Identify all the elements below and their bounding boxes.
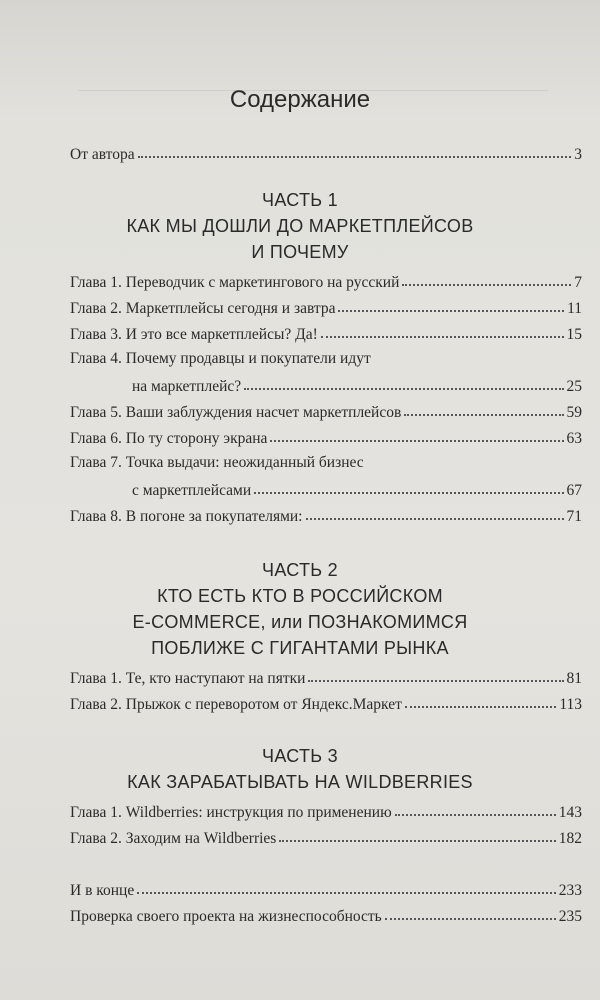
dot-leader bbox=[254, 477, 563, 494]
dot-leader bbox=[385, 903, 556, 920]
toc-entry-page: 113 bbox=[559, 696, 582, 713]
toc-entry-foreword[interactable] bbox=[70, 142, 582, 164]
toc-entry-label: Проверка своего проекта на жизнеспособность bbox=[70, 908, 382, 925]
toc-entry-p1-ch4-line2[interactable] bbox=[70, 374, 582, 396]
toc-entry-page: 11 bbox=[567, 300, 582, 317]
toc-entry-p1-ch8[interactable] bbox=[70, 504, 582, 526]
dot-leader bbox=[138, 141, 572, 158]
dot-leader bbox=[405, 691, 556, 708]
part-3-title-line-1: КАК ЗАРАБАТЫВАТЬ НА WILDBERRIES bbox=[127, 772, 473, 792]
toc-entry-page: 143 bbox=[558, 804, 582, 821]
toc-entry-page: 63 bbox=[566, 430, 582, 447]
toc-entry-label: От автора bbox=[70, 146, 135, 163]
part-1-number: ЧАСТЬ 1 bbox=[262, 190, 338, 210]
dot-leader bbox=[308, 665, 563, 682]
toc-entry-continuation: с маркетплейсами bbox=[132, 482, 252, 499]
toc-entry-label: Глава 7. Точка выдачи: неожиданный бизнес bbox=[70, 454, 364, 471]
toc-entry-p1-ch1[interactable] bbox=[70, 270, 582, 292]
toc-entry-p1-ch7-line2[interactable] bbox=[70, 478, 582, 500]
toc-entry-p1-ch3[interactable] bbox=[70, 322, 582, 344]
toc-entry-page: 7 bbox=[574, 274, 582, 291]
toc-entry-p2-ch2[interactable] bbox=[70, 692, 582, 714]
dot-leader bbox=[306, 503, 564, 520]
toc-entry-page: 59 bbox=[566, 404, 582, 421]
page-title: Содержание bbox=[229, 86, 371, 113]
toc-entry-label: Глава 1. Wildberries: инструкция по применению bbox=[70, 804, 392, 821]
toc-entry-page: 235 bbox=[558, 908, 582, 925]
toc-entry-p1-ch7-line1[interactable] bbox=[70, 452, 582, 474]
toc-entry-label: Глава 4. Почему продавцы и покупатели идут bbox=[70, 350, 371, 367]
toc-entry-page: 71 bbox=[566, 508, 582, 525]
dot-leader bbox=[338, 295, 564, 312]
toc-entry-label: Глава 1. Те, кто наступают на пятки bbox=[70, 670, 306, 687]
toc-entry-p1-ch5[interactable] bbox=[70, 400, 582, 422]
dot-leader bbox=[402, 269, 571, 286]
toc-entry-page: 81 bbox=[566, 670, 582, 687]
toc-entry-label: Глава 1. Переводчик с маркетингового на русский bbox=[70, 274, 400, 291]
dot-leader bbox=[404, 399, 563, 416]
dot-leader bbox=[321, 321, 564, 338]
dot-leader bbox=[395, 799, 556, 816]
dot-leader bbox=[137, 877, 556, 894]
dot-leader bbox=[270, 425, 563, 442]
toc-entry-page: 25 bbox=[566, 378, 582, 395]
part-1-title-line-1: КАК МЫ ДОШЛИ ДО МАРКЕТПЛЕЙСОВ bbox=[126, 216, 474, 236]
part-2-title-line-3: ПОБЛИЖЕ С ГИГАНТАМИ РЫНКА bbox=[151, 638, 449, 658]
toc-entry-page: 3 bbox=[574, 146, 582, 163]
toc-entry-label: Глава 2. Прыжок с переворотом от Яндекс.Маркет bbox=[70, 696, 402, 713]
toc-entry-label: Глава 5. Ваши заблуждения насчет маркетплейсов bbox=[70, 404, 402, 421]
toc-entry-p1-ch6[interactable] bbox=[70, 426, 582, 448]
part-2-title-line-2: E-COMMERCE, или ПОЗНАКОМИМСЯ bbox=[132, 612, 468, 632]
toc-entry-continuation: на маркетплейс? bbox=[132, 378, 242, 395]
part-2-title-line-1: КТО ЕСТЬ КТО В РОССИЙСКОМ bbox=[157, 586, 443, 606]
toc-entry-p3-ch1[interactable] bbox=[70, 800, 582, 822]
toc-entry-label: Глава 2. Маркетплейсы сегодня и завтра bbox=[70, 300, 336, 317]
toc-entry-label: Глава 8. В погоне за покупателями: bbox=[70, 508, 303, 525]
toc-entry-p1-ch2[interactable] bbox=[70, 296, 582, 318]
toc-entry-p1-ch4-line1[interactable] bbox=[70, 348, 582, 370]
toc-entry-p3-ch2[interactable] bbox=[70, 826, 582, 848]
toc-entry-label: И в конце bbox=[70, 882, 135, 899]
toc-entry-closing[interactable] bbox=[70, 878, 582, 900]
toc-entry-page: 182 bbox=[558, 830, 582, 847]
toc-entry-project-check[interactable] bbox=[70, 904, 582, 926]
toc-entry-label: Глава 6. По ту сторону экрана bbox=[70, 430, 268, 447]
toc-entry-label: Глава 3. И это все маркетплейсы? Да! bbox=[70, 326, 318, 343]
dot-leader bbox=[244, 373, 563, 390]
toc-entry-page: 67 bbox=[566, 482, 582, 499]
toc-entry-page: 233 bbox=[558, 882, 582, 899]
dot-leader bbox=[279, 825, 555, 842]
part-2-number: ЧАСТЬ 2 bbox=[262, 560, 338, 580]
toc-entry-label: Глава 2. Заходим на Wildberries bbox=[70, 830, 277, 847]
toc-entry-page: 15 bbox=[566, 326, 582, 343]
part-3-number: ЧАСТЬ 3 bbox=[262, 746, 338, 766]
toc-entry-p2-ch1[interactable] bbox=[70, 666, 582, 688]
part-1-title-line-2: И ПОЧЕМУ bbox=[251, 242, 349, 262]
